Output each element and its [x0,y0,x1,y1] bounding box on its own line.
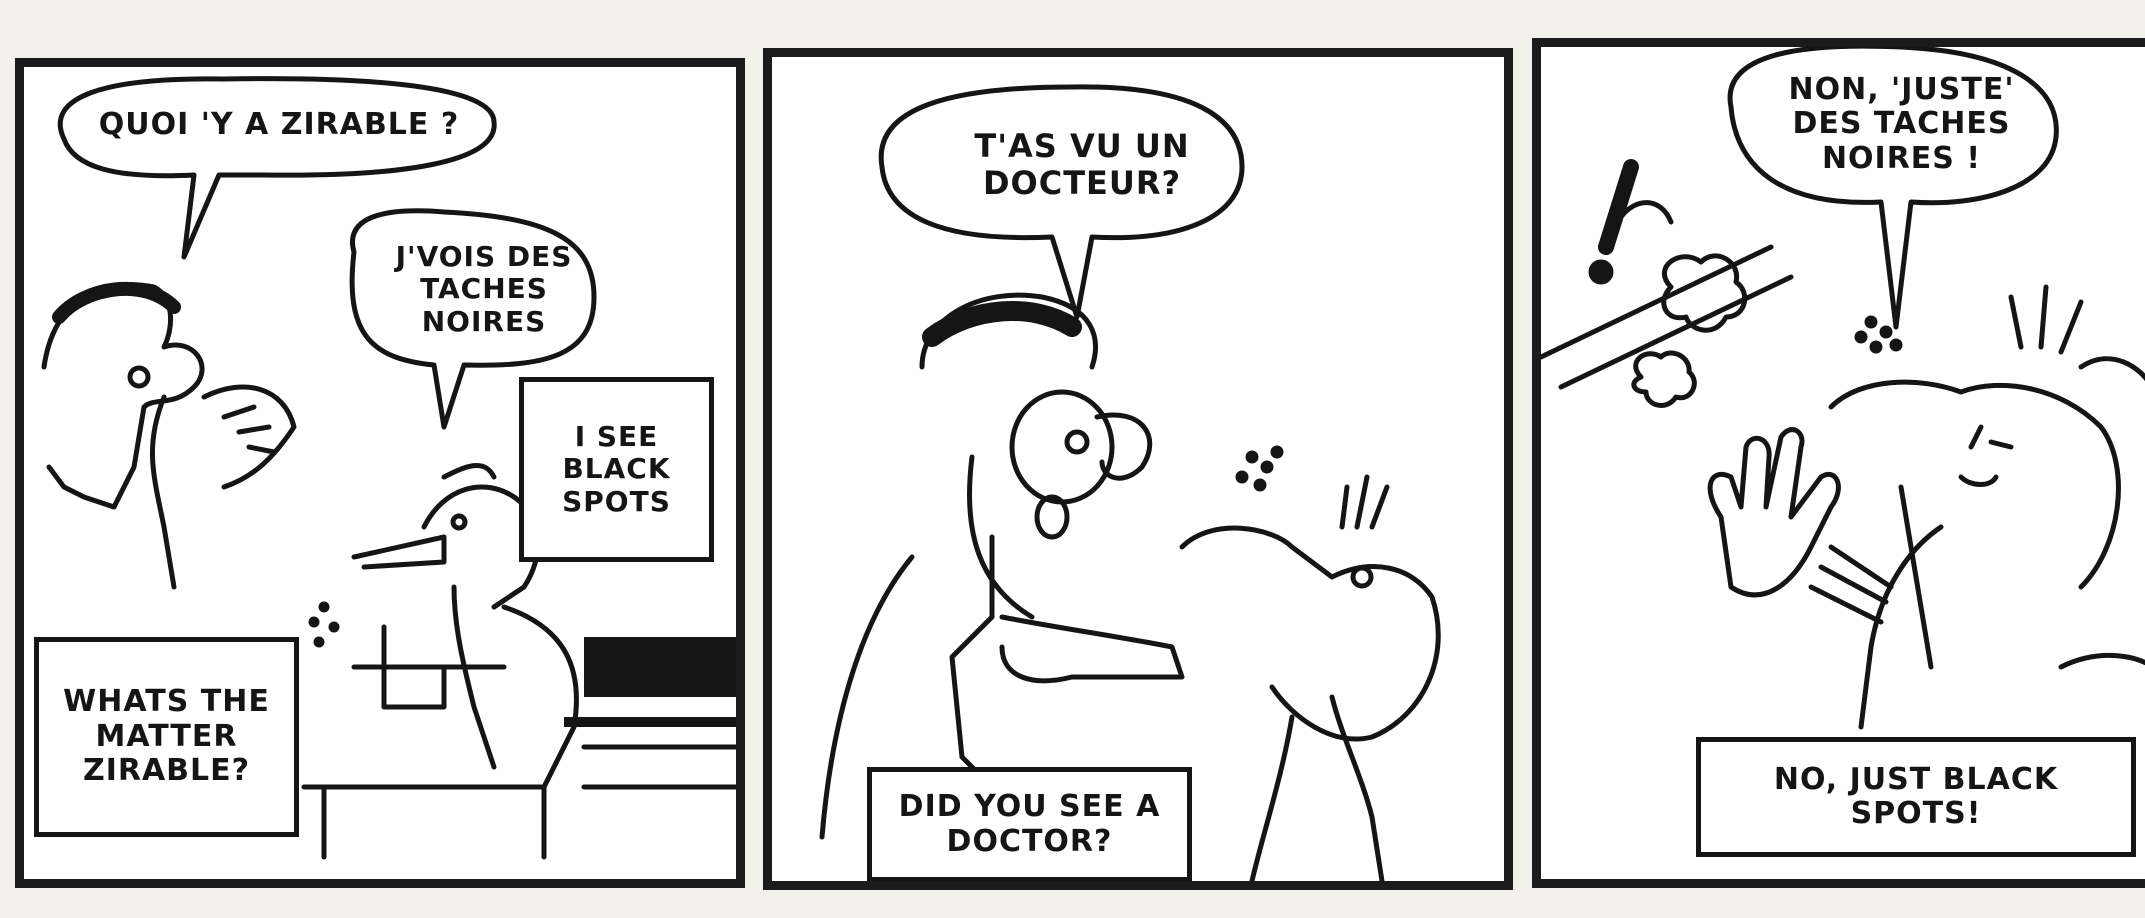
comic-panel-3 [1532,38,2145,888]
speech-text: J'VOIS DES TACHES NOIRES [395,240,573,338]
translation-caption: NO, JUST BLACK SPOTS! [1696,737,2136,857]
man-figure [44,285,202,507]
comic-panel-1 [15,58,745,888]
speech-text: QUOI 'Y A ZIRABLE ? [98,106,460,142]
zirable-figure [1182,528,1438,739]
hand [1710,430,1838,595]
translation-caption: WHATS THE MATTER ZIRABLE? [34,637,299,837]
translation-caption: I SEE BLACK SPOTS [519,377,714,562]
translation-caption: DID YOU SEE A DOCTOR? [867,767,1192,882]
comic-panel-2 [763,48,1513,890]
speech-text: T'AS VU UN DOCTEUR? [974,126,1190,202]
speech-text: NON, 'JUSTE' DES TACHES NOIRES ! [1788,71,2015,176]
